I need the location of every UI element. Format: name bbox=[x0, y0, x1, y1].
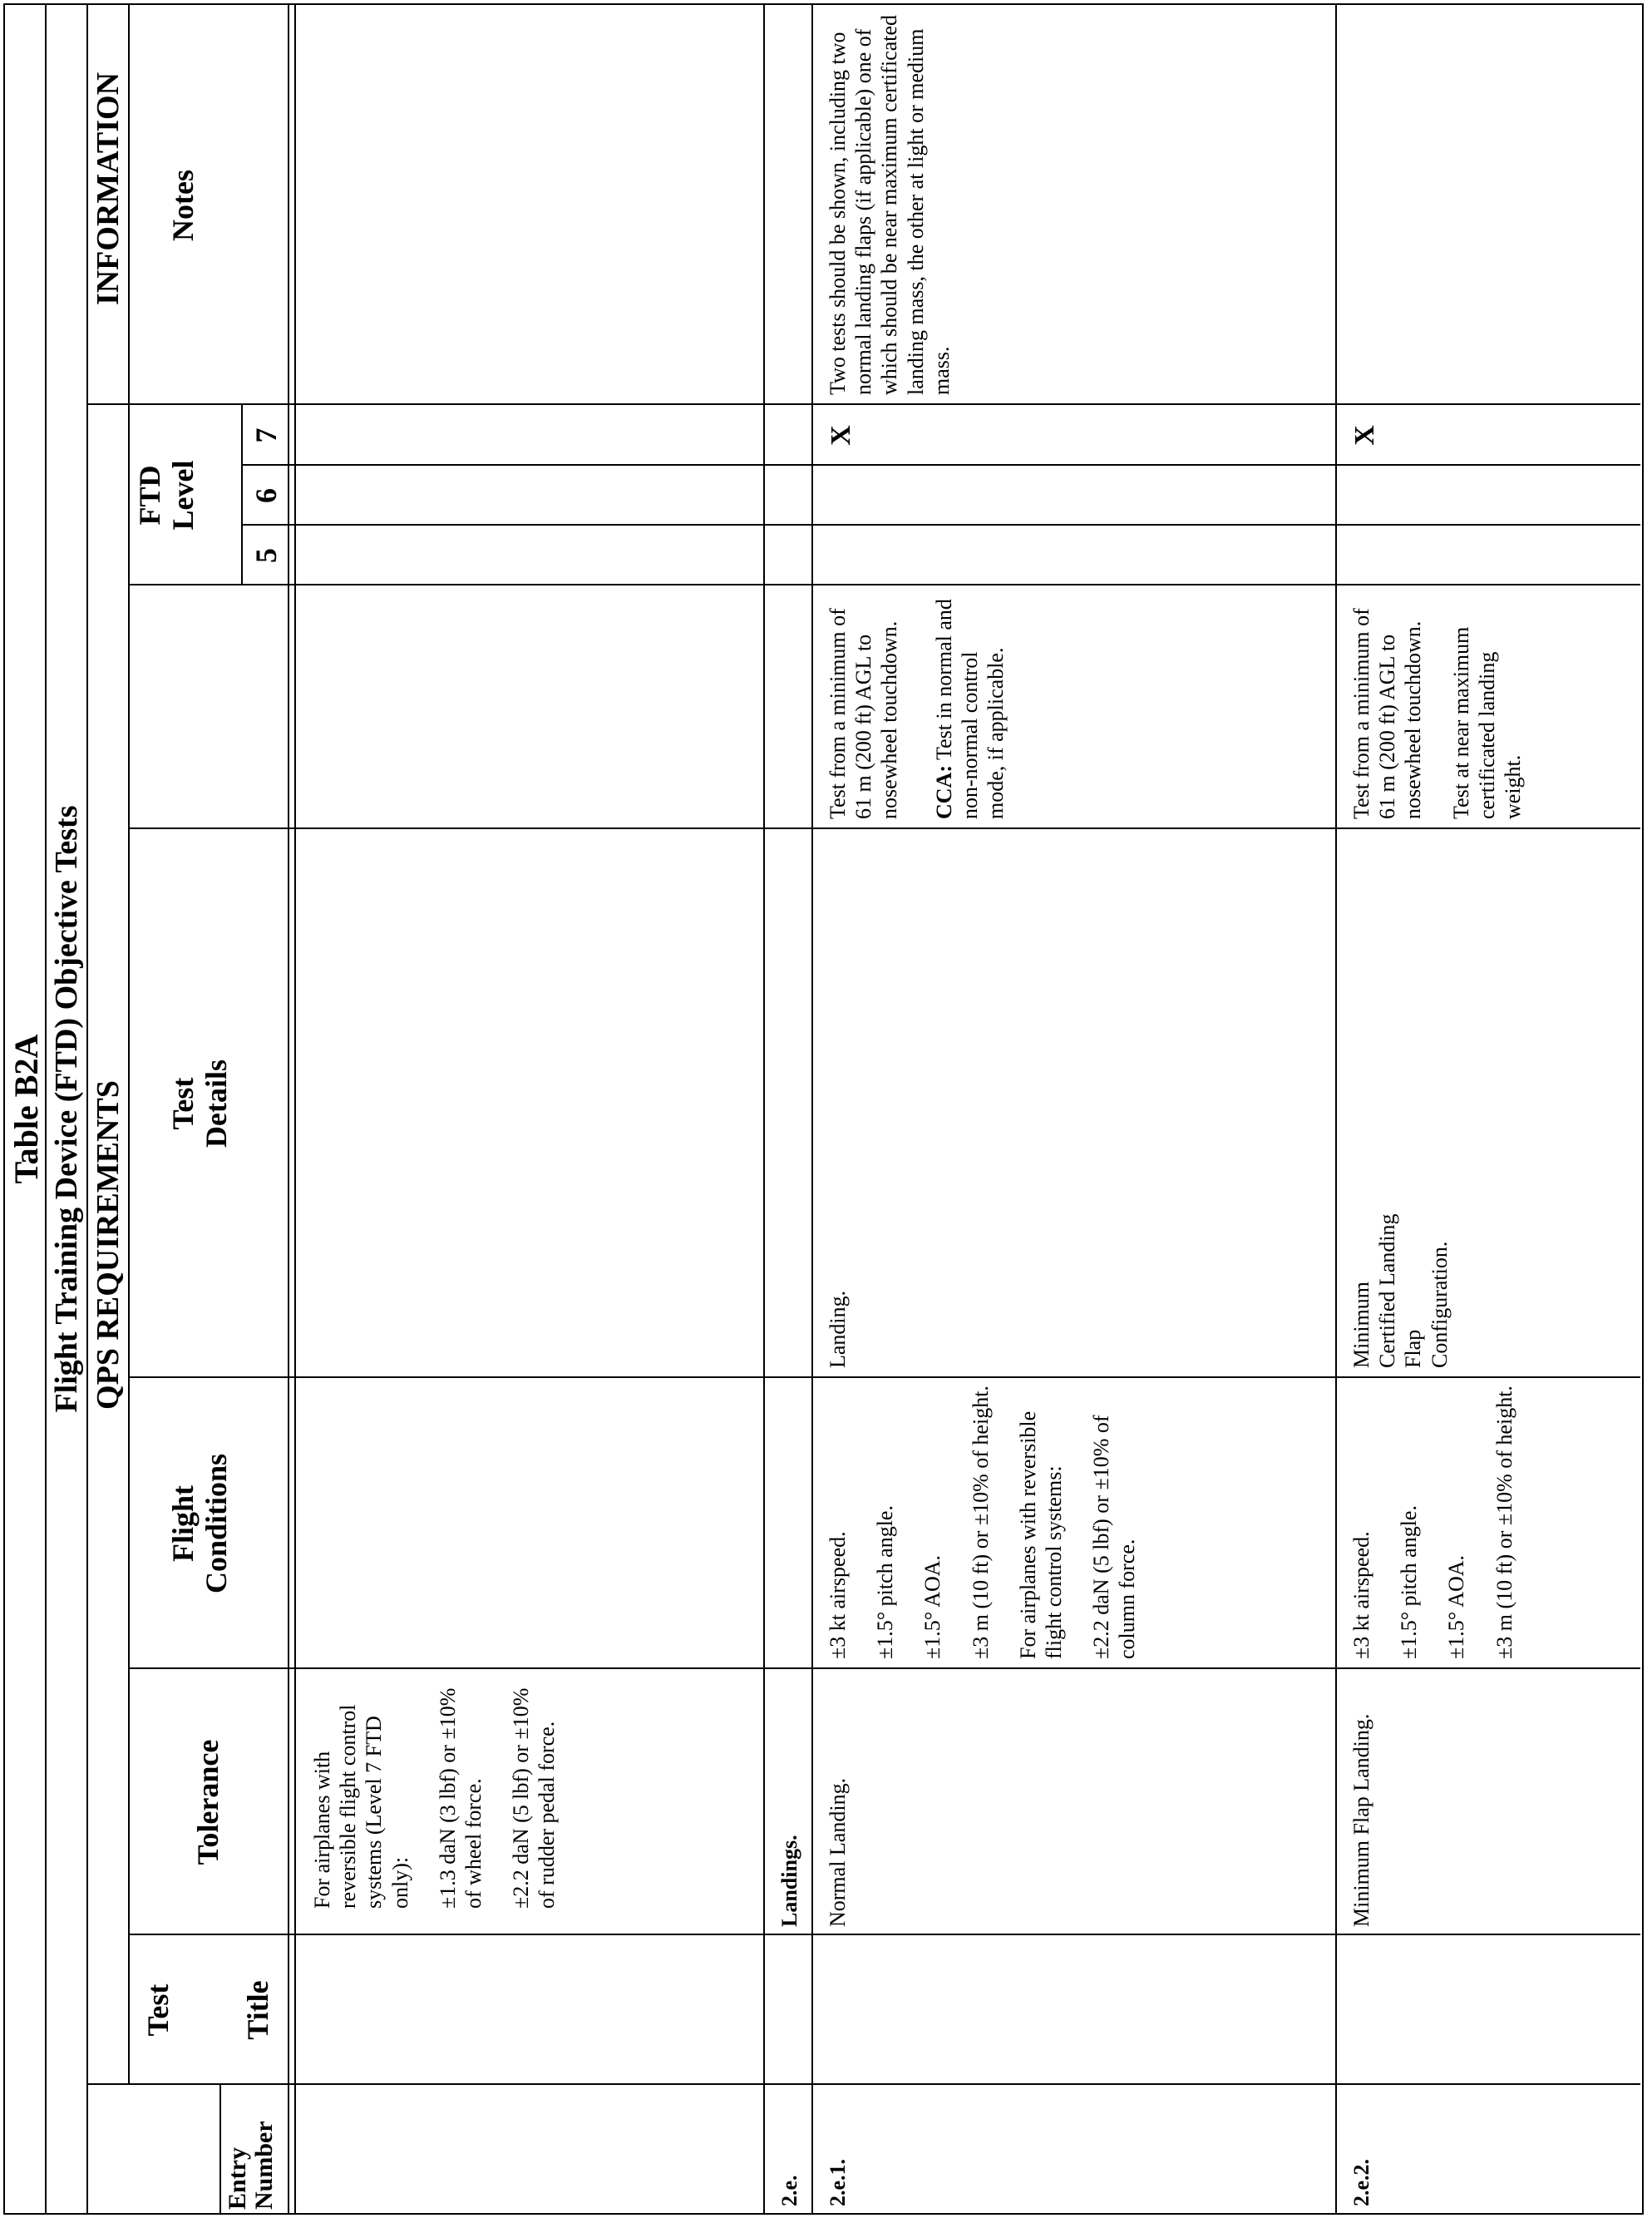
row3-details-line1: Test from a minimum of 61 m (200 ft) AGL to nosewheel touchdown. bbox=[1349, 608, 1426, 819]
flight-conditions-line2: Conditions bbox=[200, 1453, 234, 1594]
row0-tolerance-line2: ±1.3 daN (3 lbf) or ±10% of wheel force. bbox=[435, 1687, 486, 1909]
title-rule-2 bbox=[86, 3, 88, 2215]
test-header: Test bbox=[141, 1983, 175, 2037]
row0-tolerance bbox=[309, 1676, 582, 1909]
level-left-rule bbox=[128, 827, 1640, 829]
entry-number-header-line2: Number bbox=[249, 2121, 278, 2210]
row2-cca-text2: non-normal control mode, if applicable. bbox=[958, 647, 1008, 819]
table-border bbox=[3, 3, 1644, 2215]
level-7-header: 7 bbox=[249, 427, 283, 443]
row2-tolerance-line2: ±1.5° pitch angle. bbox=[873, 1505, 898, 1659]
level-6-header: 6 bbox=[249, 488, 283, 503]
header-bottom-rule-2 bbox=[294, 3, 296, 2215]
entry-col-rule bbox=[294, 2083, 1640, 2085]
row2-cca bbox=[931, 595, 1009, 819]
row3-details-line2: Test at near maximum certificated landing weight. bbox=[1448, 626, 1525, 819]
row3-conditions: Minimum Certified Landing Flap Configuration. bbox=[1349, 1213, 1452, 1368]
row2-cca-text: Test in normal and bbox=[932, 599, 956, 765]
information-label: INFORMATION bbox=[91, 72, 126, 306]
row-rule-2 bbox=[811, 3, 813, 2215]
flight-conditions-line1: Flight bbox=[166, 1485, 200, 1563]
row3-tolerance-line4: ±3 m (10 ft) or ±10% of height. bbox=[1492, 1386, 1516, 1659]
qps-band-bottom bbox=[128, 3, 130, 2085]
row2-level7-mark: X bbox=[826, 425, 856, 446]
row2-tolerance-line5: For airplanes with reversible flight control systems: bbox=[1015, 1410, 1066, 1659]
notes-header: Notes bbox=[166, 170, 200, 241]
row3-tolerance-line3: ±1.5° AOA. bbox=[1444, 1554, 1469, 1659]
test-details-line1: Test bbox=[166, 1077, 200, 1130]
details-left-rule bbox=[128, 1376, 1640, 1378]
ftd-level-line2: Level bbox=[166, 460, 200, 531]
row3-level7-mark: X bbox=[1349, 425, 1380, 446]
flight-conditions-header bbox=[166, 1378, 234, 1669]
table-label: Table B2A bbox=[7, 1034, 45, 1184]
row2-conditions: Landing. bbox=[826, 1290, 850, 1368]
title-header: Title bbox=[241, 1980, 274, 2040]
test-details-header bbox=[166, 829, 234, 1378]
row2-tolerance-line3: ±1.5° AOA. bbox=[920, 1554, 945, 1659]
row2-tolerance-line6: ±2.2 daN (5 lbf) or ±10% of column force. bbox=[1089, 1415, 1140, 1659]
ftd-level-sub-rule bbox=[241, 405, 243, 585]
ftd-level-line1: FTD bbox=[133, 465, 166, 526]
tolerance-header: Tolerance bbox=[191, 1739, 224, 1865]
qps-requirements-label: QPS REQUIREMENTS bbox=[91, 1080, 126, 1410]
level-7-left-rule bbox=[241, 464, 1640, 466]
table-title: Flight Training Device (FTD) Objective Tests bbox=[49, 805, 84, 1413]
row3-title: Minimum Flap Landing. bbox=[1349, 1713, 1373, 1927]
row1-title: Landings. bbox=[777, 1835, 801, 1927]
row0-tolerance-line3: ±2.2 daN (5 lbf) or ±10% of rudder pedal force. bbox=[509, 1687, 560, 1909]
ftd-level-left-rule bbox=[128, 584, 1640, 585]
row2-tolerance bbox=[825, 1385, 1162, 1659]
row3-details bbox=[1349, 595, 1547, 819]
row-rule-1 bbox=[763, 3, 765, 2215]
level-6-left-rule bbox=[241, 524, 1640, 526]
row3-entry: 2.e.2. bbox=[1349, 2158, 1373, 2206]
row2-tolerance-line1: ±3 kt airspeed. bbox=[826, 1531, 850, 1659]
row2-details bbox=[825, 595, 925, 819]
row3-tolerance bbox=[1349, 1385, 1539, 1659]
row3-tolerance-line1: ±3 kt airspeed. bbox=[1349, 1531, 1373, 1659]
row2-cca-label: CCA: bbox=[932, 765, 956, 819]
row3-tolerance-line2: ±1.5° pitch angle. bbox=[1397, 1505, 1422, 1659]
row1-entry: 2.e. bbox=[777, 2175, 801, 2206]
row2-title: Normal Landing. bbox=[826, 1777, 850, 1927]
row0-tolerance-line1: For airplanes with reversible flight control systems (Level 7 FTD only): bbox=[310, 1704, 412, 1909]
entry-number-header-line1: Entry bbox=[224, 2147, 251, 2210]
header-bottom-rule bbox=[288, 3, 289, 2215]
notes-left-rule bbox=[128, 403, 1640, 405]
entry-number-header bbox=[224, 2085, 277, 2210]
row2-notes: Two tests should be shown, including two normal landing flaps (if applicable) one of which should be near maximum certificated landing mass, the other at light or medium mass. bbox=[826, 14, 954, 395]
row2-entry: 2.e.1. bbox=[826, 2158, 850, 2206]
title-col-rule bbox=[294, 1934, 1640, 1935]
row-rule-3 bbox=[1335, 3, 1337, 2215]
row2-details-line1: Test from a minimum of 61 m (200 ft) AGL to nosewheel touchdown. bbox=[826, 608, 902, 819]
title-rule bbox=[45, 3, 47, 2215]
level-5-header: 5 bbox=[249, 548, 283, 563]
row2-tolerance-line4: ±3 m (10 ft) or ±10% of height. bbox=[968, 1386, 993, 1659]
ftd-level-header bbox=[133, 405, 200, 585]
test-details-line2: Details bbox=[200, 1060, 234, 1148]
test-header-sub-rule bbox=[219, 2085, 221, 2215]
conditions-left-rule bbox=[128, 1667, 1640, 1669]
